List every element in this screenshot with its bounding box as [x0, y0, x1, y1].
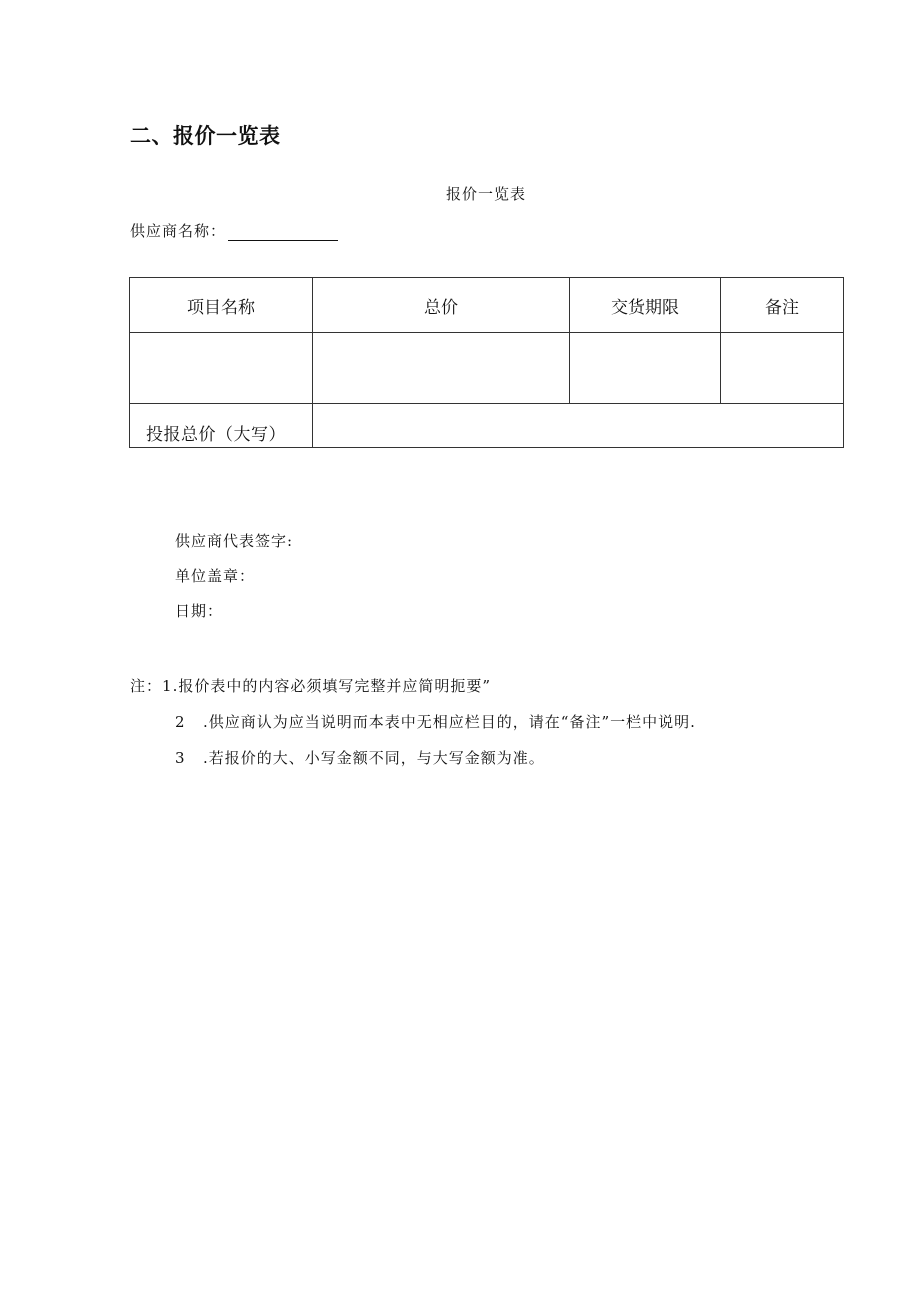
cell-delivery-period[interactable]: [570, 333, 721, 404]
table-caption: 报价一览表: [445, 185, 526, 203]
note-item: [130, 675, 696, 711]
section-heading: 二、报价一览表: [130, 124, 281, 148]
cell-project-name[interactable]: [130, 333, 313, 404]
company-seal-label: 单位盖章：: [175, 567, 256, 585]
note-number: 3: [175, 749, 186, 767]
total-price-value-cell[interactable]: [313, 404, 844, 448]
cell-remarks[interactable]: [721, 333, 844, 404]
quote-table: [129, 277, 844, 448]
note-text: .若报价的大、小写金额不同，与大写金额为准。: [203, 749, 545, 767]
notes-block: [130, 675, 696, 783]
representative-signature-label: 供应商代表签字:: [175, 532, 294, 550]
cell-total-price[interactable]: [313, 333, 570, 404]
header-delivery-period: 交货期限: [570, 278, 721, 333]
total-price-label: 投报总价（大写）: [130, 404, 313, 448]
quote-table-row: [130, 333, 844, 404]
header-remarks: 备注: [721, 278, 844, 333]
header-project-name: 项目名称: [130, 278, 313, 333]
note-text: .供应商认为应当说明而本表中无相应栏目的，请在“备注”一栏中说明.: [203, 713, 696, 731]
note-item: [130, 711, 696, 747]
supplier-name-line: [130, 220, 338, 241]
header-total-price: 总价: [313, 278, 570, 333]
quote-table-total-row: [130, 404, 844, 448]
quote-table-header-row: [130, 278, 844, 333]
note-number: 1: [162, 677, 173, 695]
note-number: 2: [175, 713, 186, 731]
signature-block: [175, 530, 293, 635]
notes-prefix: 注：: [130, 677, 163, 695]
supplier-name-label: 供应商名称：: [130, 222, 227, 240]
note-text: .报价表中的内容必须填写完整并应简明扼要”: [172, 677, 492, 695]
note-item: [130, 747, 696, 783]
date-label: 日期：: [175, 602, 224, 620]
supplier-name-blank[interactable]: [228, 224, 338, 241]
